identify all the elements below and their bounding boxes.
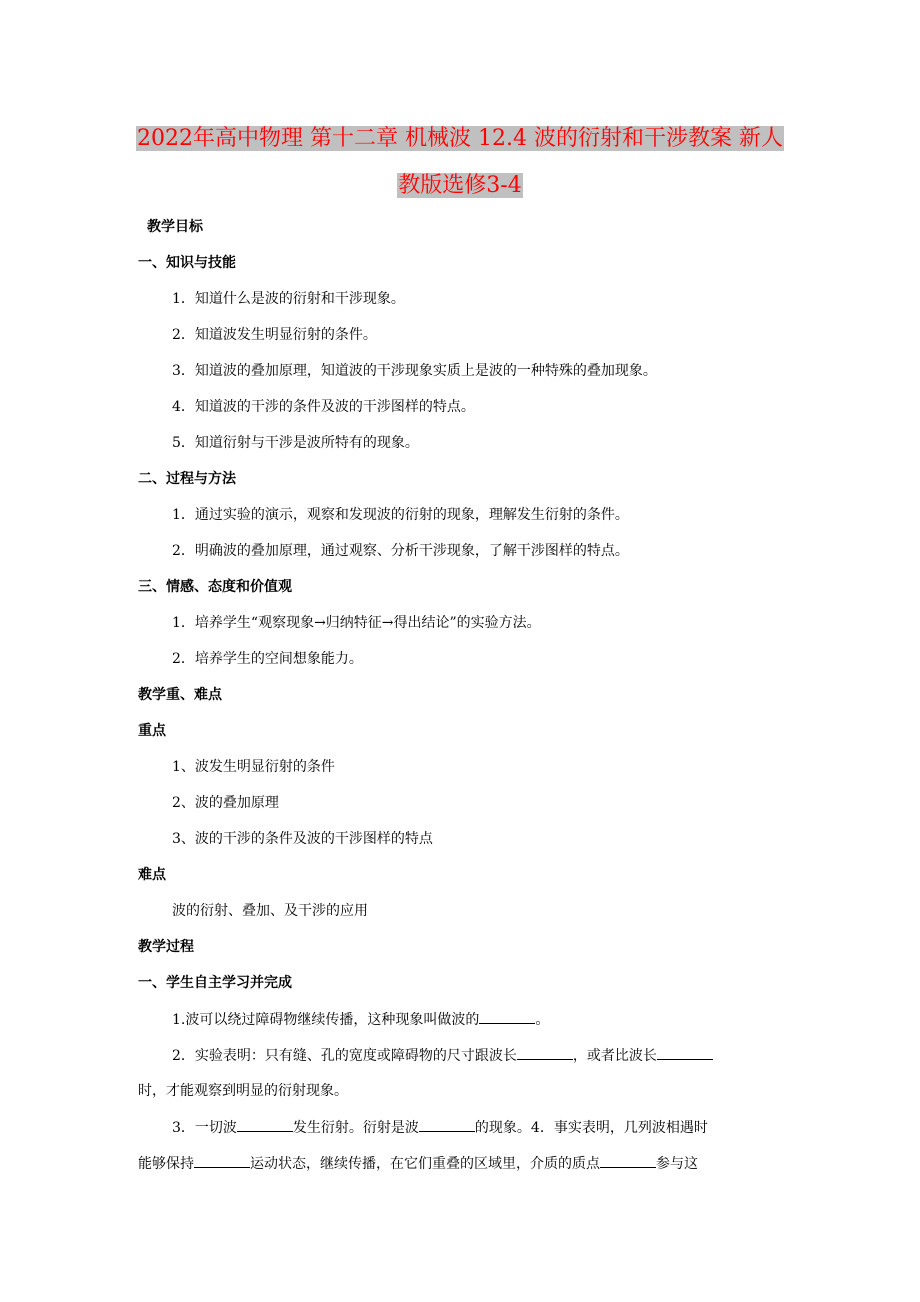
focus-heading: 重点 bbox=[138, 723, 166, 739]
focus-item: 3、波的干涉的条件及波的干涉图样的特点 bbox=[172, 831, 433, 847]
fill-blank bbox=[419, 1117, 475, 1132]
question-3 bbox=[172, 1117, 708, 1138]
fill-blank bbox=[600, 1153, 656, 1168]
document-title-text-2: 教版选修3-4 bbox=[398, 173, 522, 198]
fill-blank bbox=[479, 1009, 535, 1024]
process-method-item: 1．通过实验的演示，观察和发现波的衍射的现象，理解发生衍射的条件。 bbox=[172, 507, 629, 523]
question-text: 的现象。4．事实表明，几列波相遇时 bbox=[474, 1120, 708, 1136]
knowledge-item: 5．知道衍射与干涉是波所特有的现象。 bbox=[172, 435, 419, 451]
question-text: 1.波可以绕过障碍物继续传播，这种现象叫做波的 bbox=[172, 1012, 480, 1028]
knowledge-item: 1．知道什么是波的衍射和干涉现象。 bbox=[172, 291, 405, 307]
focus-item: 1、波发生明显衍射的条件 bbox=[172, 759, 335, 775]
process-method-heading: 二、过程与方法 bbox=[138, 471, 236, 487]
question-text: 。 bbox=[535, 1012, 550, 1028]
knowledge-item: 3．知道波的叠加原理，知道波的干涉现象实质上是波的一种特殊的叠加现象。 bbox=[172, 363, 657, 379]
question-3-cont bbox=[138, 1153, 698, 1174]
focus-item: 2、波的叠加原理 bbox=[172, 795, 279, 811]
question-text: 3．一切波 bbox=[172, 1120, 237, 1136]
knowledge-item: 2．知道波发生明显衍射的条件。 bbox=[172, 327, 377, 343]
knowledge-heading: 一、知识与技能 bbox=[138, 255, 236, 271]
question-2 bbox=[172, 1045, 713, 1066]
key-points-heading: 教学重、难点 bbox=[138, 687, 222, 703]
question-text: 发生衍射。衍射是波 bbox=[292, 1120, 419, 1136]
question-2-cont: 时，才能观察到明显的衍射现象。 bbox=[138, 1083, 348, 1099]
attitude-item: 2．培养学生的空间想象能力。 bbox=[172, 651, 363, 667]
document-title-text-1: 2022年高中物理 第十二章 机械波 12.4 波的衍射和干涉教案 新人 bbox=[137, 126, 783, 151]
knowledge-item: 4．知道波的干涉的条件及波的干涉图样的特点。 bbox=[172, 399, 475, 415]
document-title-line-1 bbox=[0, 123, 920, 155]
fill-blank bbox=[517, 1045, 573, 1060]
fill-blank bbox=[194, 1153, 250, 1168]
question-text: 2．实验表明：只有缝、孔的宽度或障碍物的尺寸跟波长 bbox=[172, 1048, 517, 1064]
difficulty-item: 波的衍射、叠加、及干涉的应用 bbox=[172, 903, 368, 919]
fill-blank bbox=[237, 1117, 293, 1132]
fill-blank bbox=[657, 1045, 713, 1060]
question-1 bbox=[172, 1009, 549, 1030]
question-text: ，或者比波长 bbox=[572, 1048, 657, 1064]
question-text: 能够保持 bbox=[138, 1156, 194, 1172]
difficulty-heading: 难点 bbox=[138, 867, 166, 883]
teaching-process-heading: 教学过程 bbox=[138, 939, 194, 955]
attitude-item: 1．培养学生“观察现象→归纳特征→得出结论”的实验方法。 bbox=[172, 615, 541, 631]
teaching-goals-heading: 教学目标 bbox=[147, 219, 203, 235]
attitude-heading: 三、情感、态度和价值观 bbox=[138, 579, 292, 595]
self-study-heading: 一、学生自主学习并完成 bbox=[138, 975, 292, 991]
document-title-line-2 bbox=[0, 170, 920, 202]
question-text: 参与这 bbox=[656, 1156, 698, 1172]
question-text: 运动状态，继续传播，在它们重叠的区域里，介质的质点 bbox=[250, 1156, 600, 1172]
process-method-item: 2．明确波的叠加原理，通过观察、分析干涉现象，了解干涉图样的特点。 bbox=[172, 543, 629, 559]
